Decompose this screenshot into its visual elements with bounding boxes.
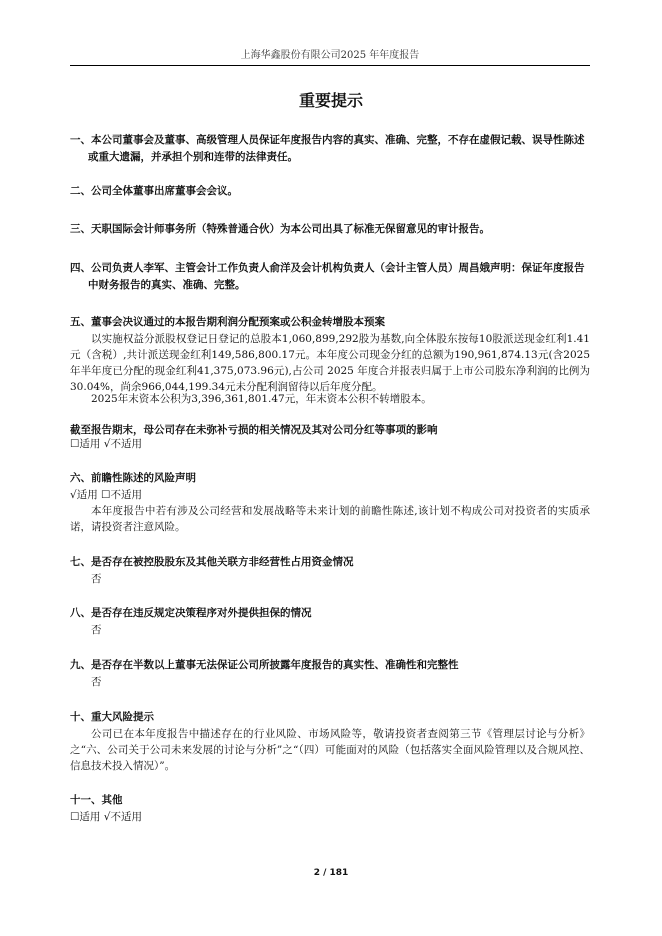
section-9-answer: 否 [91,676,102,688]
section-6-paragraph: 本年度报告中若有涉及公司经营和发展战略等未来计划的前瞻性陈述,该计划不构成公司对投资者的实质承诺，请投资者注意风险。 [70,505,590,533]
section-10-heading: 十、重大风险提示 [70,711,154,723]
page-number: 2 / 181 [313,868,349,878]
section-5-paragraph-2: 2025年末资本公积为3,396,361,801.47元，年末资本公积不转增股本。 [91,393,432,405]
section-6-heading: 六、前瞻性陈述的风险声明 [70,472,196,484]
loss-section-heading: 截至报告期末，母公司存在未弥补亏损的相关情况及其对公司分红等事项的影响 [70,424,438,436]
section-11-heading: 十一、其他 [70,794,123,806]
loss-section-options: ☐适用 √不适用 [70,438,142,450]
section-11-options: ☐适用 √不适用 [70,811,142,823]
section-7-answer: 否 [91,573,102,585]
section-10-paragraph: 公司已在本年度报告中描述存在的行业风险、市场风险等，敬请投资者查阅第三节《管理层讨论与分析》之“六、公司关于公司未来发展的讨论与分析”之“（四）可能面对的风险（包括落实全面风险管理以及合规风控、信息技术投入情况）”。 [70,728,590,772]
section-7-heading: 七、是否存在被控股股东及其他关联方非经营性占用资金情况 [70,556,354,568]
section-5-heading: 五、董事会决议通过的本报告期利润分配预案或公积金转增股本预案 [70,316,385,328]
section-8-heading: 八、是否存在违反规定决策程序对外提供担保的情况 [70,607,312,619]
section-5-paragraph-1: 以实施权益分派股权登记日登记的总股本1,060,899,292股为基数,向全体股东按每10股派送现金红利1.41元（含税）,共计派送现金红利149,586,800.17元。本年度公司现金分红的总额为190,961,874.13元(含2025年半年度已分配的现金红利41,375,073.96元),占公司 2025 年度合并报表归属于上市公司股东净利润的比例为 30.04%，尚余966,044,199.34元未分配利润留待以后年度分配。 [70,333,590,393]
section-9-heading: 九、是否存在半数以上董事无法保证公司所披露年度报告的真实性、准确性和完整性 [70,659,459,671]
section-6-options: √适用 ☐不适用 [70,489,142,501]
page-title: 重要提示 [298,91,363,110]
section-2: 二、公司全体董事出席董事会会议。 [70,185,238,197]
section-4: 四、公司负责人李军、主管会计工作负责人俞洋及会计机构负责人（会计主管人员）周昌娥声明：保证年度报告中财务报告的真实、准确、完整。 [70,262,585,291]
section-8-answer: 否 [91,624,102,636]
section-1: 一、本公司董事会及董事、高级管理人员保证年度报告内容的真实、准确、完整，不存在虚假记载、误导性陈述或重大遗漏，并承担个别和连带的法律责任。 [70,134,585,163]
section-3: 三、天职国际会计师事务所（特殊普通合伙）为本公司出具了标准无保留意见的审计报告。 [70,223,490,235]
page-header: 上海华鑫股份有限公司2025 年年度报告 [70,46,590,66]
